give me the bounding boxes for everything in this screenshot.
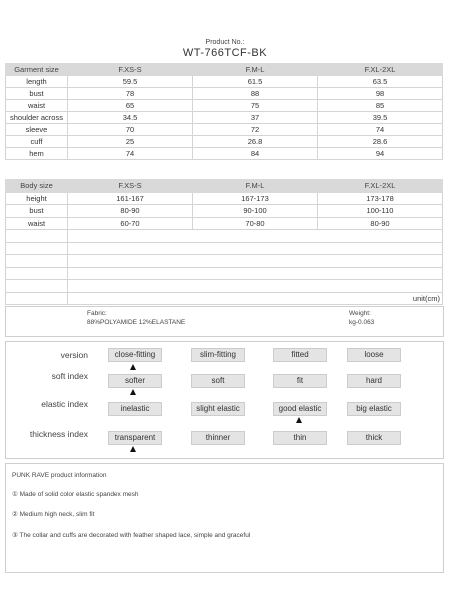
version-option: fitted	[273, 348, 327, 362]
empty-cell	[6, 242, 68, 255]
table-cell: 74	[318, 124, 443, 136]
product-number-label: Product No.:	[205, 39, 245, 46]
thickness-index-option: thinner	[191, 431, 245, 445]
table-cell: 70	[68, 124, 193, 136]
thickness-index-option: thick	[347, 431, 401, 445]
thickness-index-option: thin	[273, 431, 327, 445]
table-row	[6, 124, 443, 136]
thickness-index-label	[28, 430, 88, 439]
fabric-value: 88%POLYAMIDE 12%ELASTANE	[87, 319, 186, 326]
row-label: length	[6, 76, 68, 88]
table-row	[6, 100, 443, 112]
table-cell: 70-80	[193, 217, 318, 230]
table-cell: 94	[318, 148, 443, 160]
header-cell: F.XS-S	[68, 180, 193, 193]
table-cell: 85	[318, 100, 443, 112]
table-cell: 100-110	[318, 205, 443, 218]
soft-index-option: softer	[108, 374, 162, 388]
row-label: height	[6, 192, 68, 205]
elastic-index-option: good elastic	[273, 402, 327, 416]
row-label: bust	[6, 205, 68, 218]
table-cell: 167-173	[193, 192, 318, 205]
elastic-index-option: slight elastic	[191, 402, 245, 416]
table-cell: 84	[193, 148, 318, 160]
table-cell: 28.6	[318, 136, 443, 148]
header-cell: F.M-L	[193, 180, 318, 193]
empty-cell	[68, 230, 443, 243]
table-cell: 34.5	[68, 112, 193, 124]
soft-index-option: fit	[273, 374, 327, 388]
table-cell: 72	[193, 124, 318, 136]
soft-index-text: soft index	[51, 371, 88, 381]
version-selected-marker	[130, 364, 136, 370]
table-cell: 59.5	[68, 76, 193, 88]
table-cell: 63.5	[318, 76, 443, 88]
table-cell: 98	[318, 88, 443, 100]
empty-cell	[6, 255, 68, 268]
elastic-index-option: inelastic	[108, 402, 162, 416]
body-size-header	[6, 180, 443, 193]
product-info-item: ③ The collar and cuffs are decorated with feather shaped lace, simple and graceful	[12, 532, 251, 539]
table-cell: 90-100	[193, 205, 318, 218]
table-row	[6, 217, 443, 230]
product-info-item: ② Medium high neck, slim fit	[12, 511, 95, 518]
row-label: waist	[6, 100, 68, 112]
table-cell: 65	[68, 100, 193, 112]
empty-row	[6, 230, 443, 243]
table-cell: 78	[68, 88, 193, 100]
weight-label: Weight:	[349, 310, 371, 317]
row-label: cuff	[6, 136, 68, 148]
soft-index-option: hard	[347, 374, 401, 388]
product-info-item: ① Made of solid color elastic spandex mesh	[12, 491, 139, 498]
table-row	[6, 88, 443, 100]
row-label: hem	[6, 148, 68, 160]
table-cell: 60-70	[68, 217, 193, 230]
table-row	[6, 76, 443, 88]
product-info-box	[5, 463, 444, 573]
header-cell: F.XL-2XL	[318, 180, 443, 193]
body-size-table	[5, 179, 443, 305]
table-cell: 80-90	[318, 217, 443, 230]
garment-size-table	[5, 63, 443, 160]
empty-cell	[6, 292, 68, 305]
header-cell: F.XS-S	[68, 64, 193, 76]
table-row	[6, 148, 443, 160]
soft-index-label	[28, 372, 88, 381]
version-option: close-fitting	[108, 348, 162, 362]
header-cell: F.M-L	[193, 64, 318, 76]
thickness-index-option: transparent	[108, 431, 162, 445]
table-row	[6, 112, 443, 124]
row-label: bust	[6, 88, 68, 100]
table-cell: 26.8	[193, 136, 318, 148]
table-cell: 74	[68, 148, 193, 160]
table-cell: 39.5	[318, 112, 443, 124]
table-row	[6, 205, 443, 218]
garment-size-header	[6, 64, 443, 76]
elastic-index-selected-marker	[296, 417, 302, 423]
product-info-title: PUNK RAVE product information	[12, 472, 107, 479]
weight-value: kg-0.063	[349, 319, 375, 326]
table-cell: 75	[193, 100, 318, 112]
empty-row	[6, 280, 443, 293]
empty-cell	[6, 230, 68, 243]
fabric-box	[5, 306, 444, 337]
row-label: sleeve	[6, 124, 68, 136]
fabric-label: Fabric:	[87, 310, 107, 317]
unit-row	[6, 292, 443, 305]
empty-row	[6, 242, 443, 255]
table-cell: 61.5	[193, 76, 318, 88]
empty-cell	[68, 255, 443, 268]
elastic-index-label	[28, 400, 88, 409]
thickness-index-selected-marker	[130, 446, 136, 452]
header-cell: F.XL-2XL	[318, 64, 443, 76]
thickness-index-text: thickness index	[29, 429, 88, 439]
empty-row	[6, 255, 443, 268]
table-cell: 37	[193, 112, 318, 124]
table-cell: 88	[193, 88, 318, 100]
soft-index-selected-marker	[130, 389, 136, 395]
version-option: slim-fitting	[191, 348, 245, 362]
empty-row	[6, 267, 443, 280]
row-label: shoulder across	[6, 112, 68, 124]
header-cell: Body size	[6, 180, 68, 193]
header-cell: Garment size	[6, 64, 68, 76]
table-row	[6, 136, 443, 148]
table-row	[6, 192, 443, 205]
version-label: version	[60, 350, 88, 360]
empty-cell	[68, 267, 443, 280]
empty-cell	[68, 280, 443, 293]
unit-label: unit(cm)	[68, 292, 443, 305]
empty-cell	[6, 280, 68, 293]
soft-index-option: soft	[191, 374, 245, 388]
empty-cell	[68, 242, 443, 255]
table-cell: 25	[68, 136, 193, 148]
version-option: loose	[347, 348, 401, 362]
elastic-index-text: elastic index	[41, 399, 88, 409]
row-label: waist	[6, 217, 68, 230]
table-cell: 80-90	[68, 205, 193, 218]
table-cell: 173-178	[318, 192, 443, 205]
empty-cell	[6, 267, 68, 280]
elastic-index-option: big elastic	[347, 402, 401, 416]
table-cell: 161-167	[68, 192, 193, 205]
product-code: WT-766TCF-BK	[182, 47, 268, 59]
